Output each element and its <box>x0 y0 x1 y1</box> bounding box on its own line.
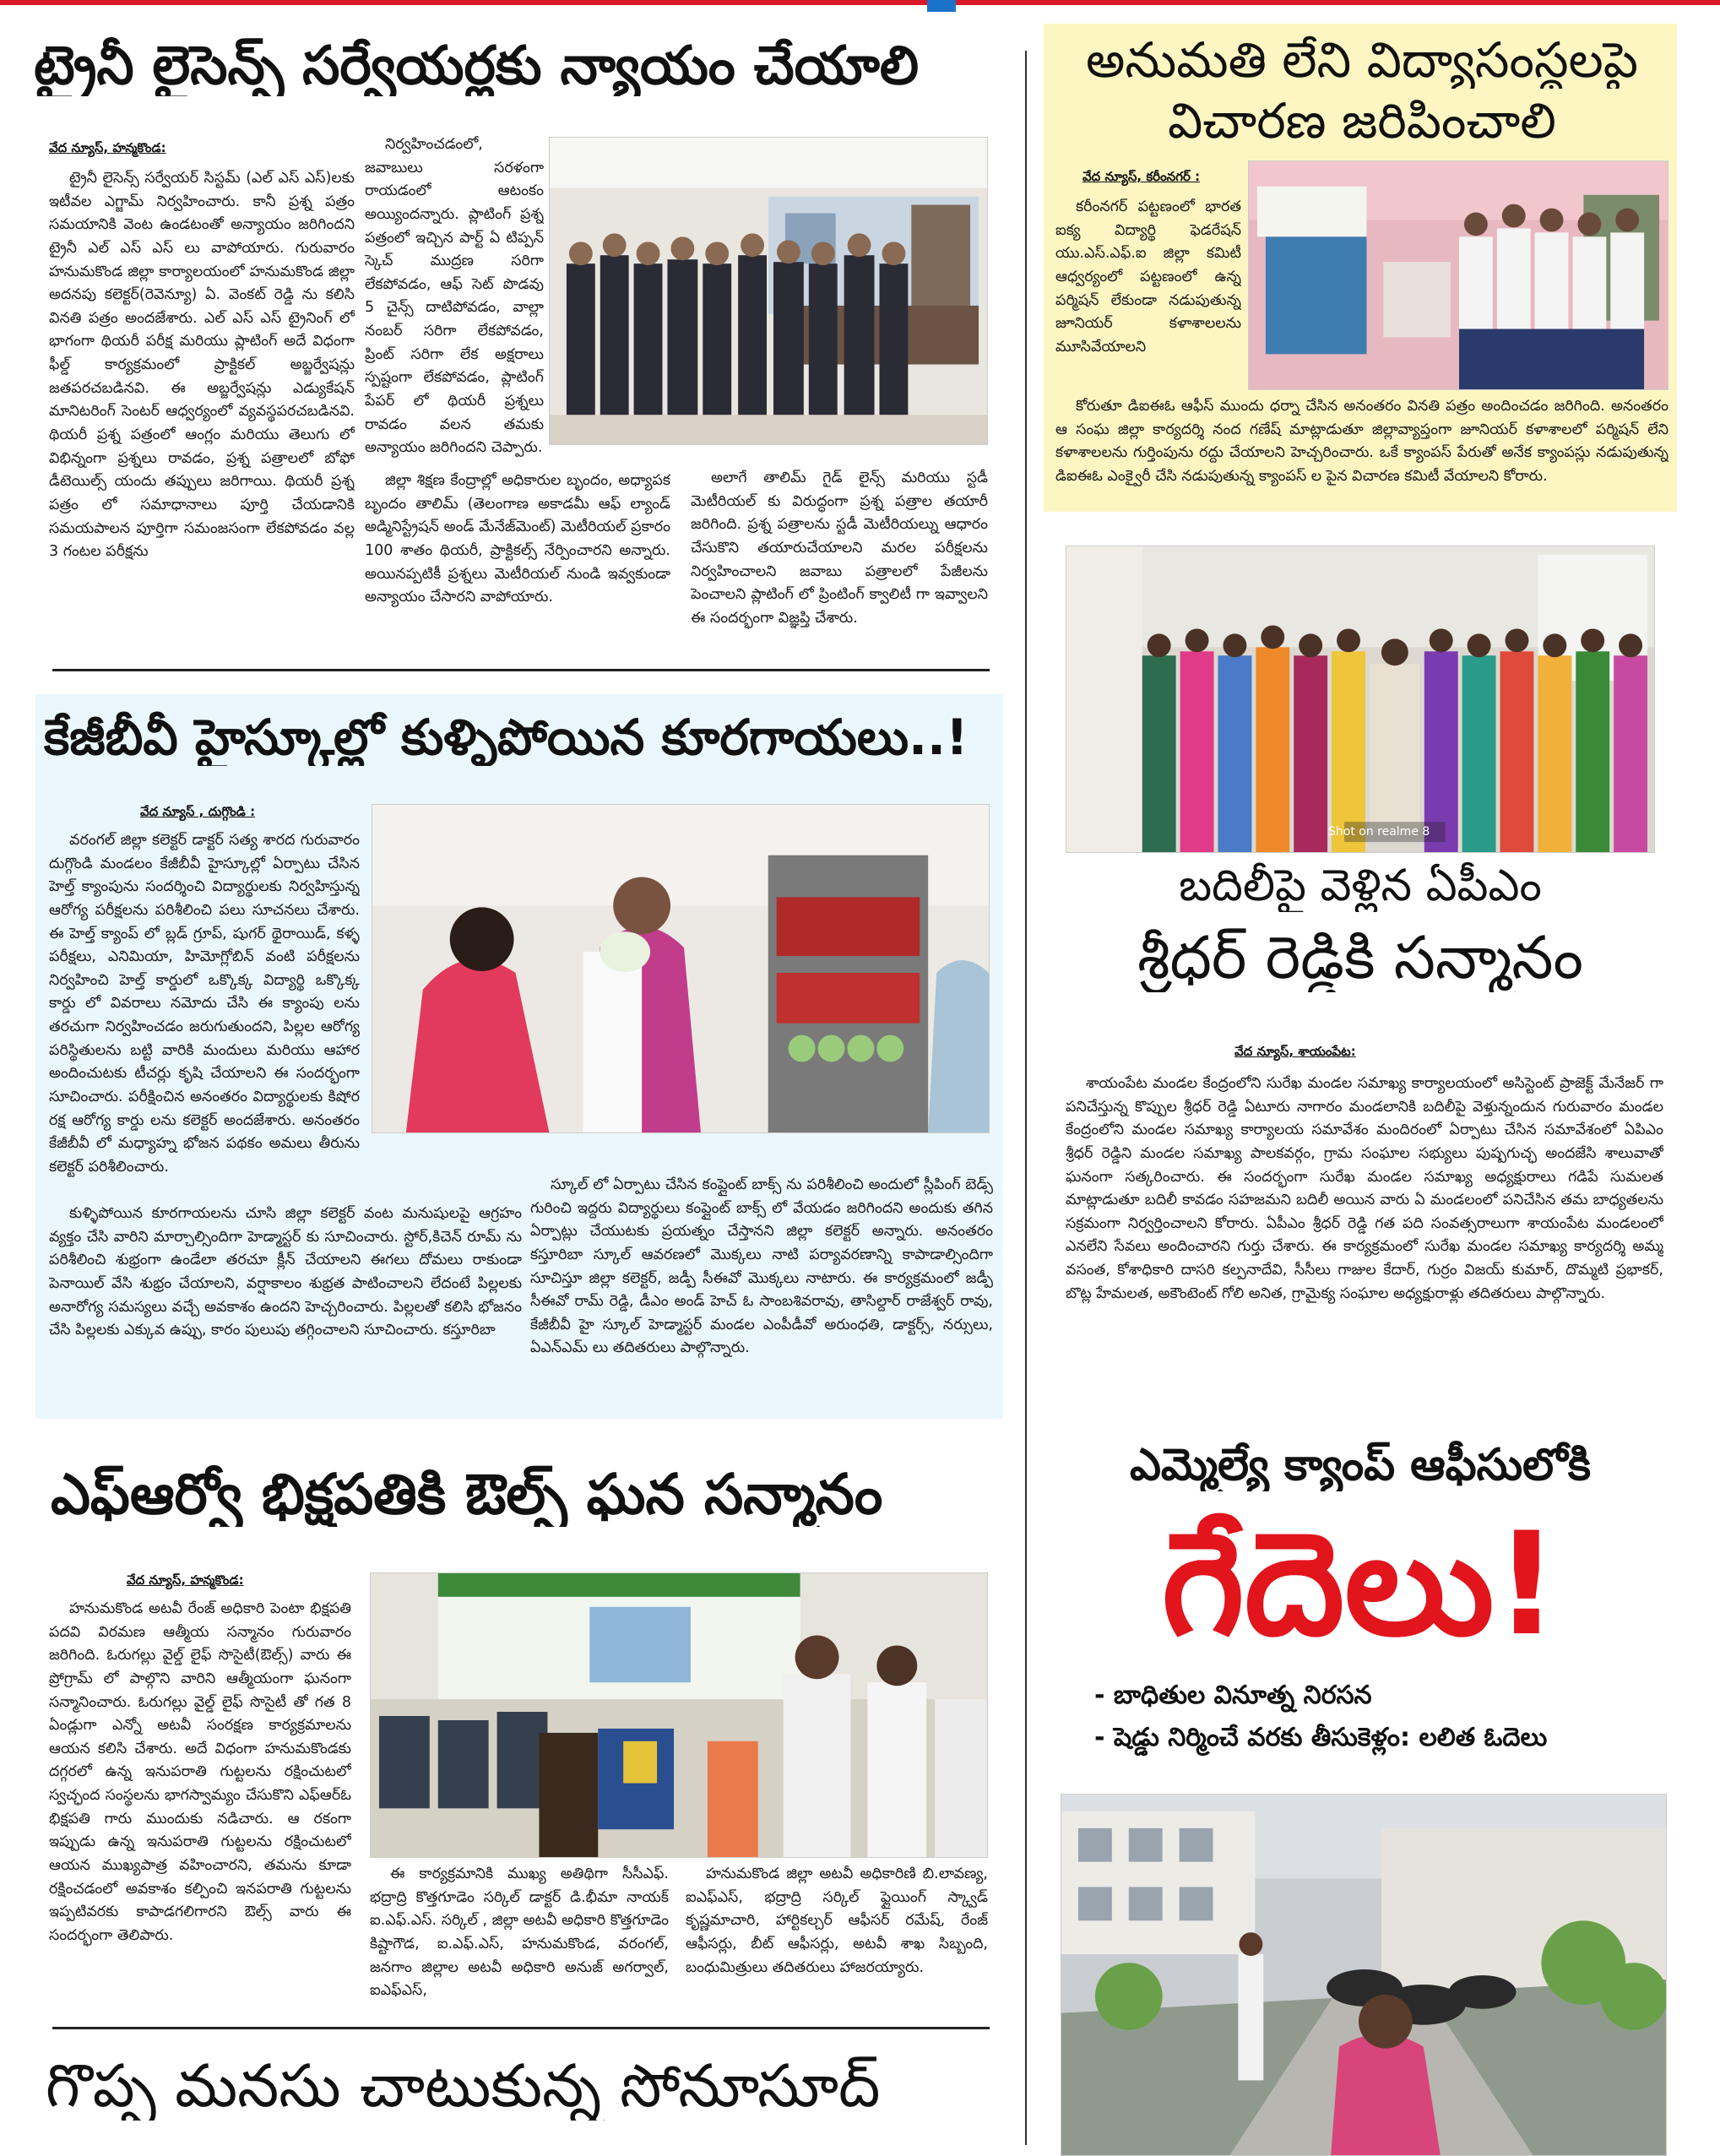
photo-fro-felicitation <box>370 1572 988 1858</box>
headline-institutions-line1: అనుమతి లేని విద్యాసంస్థలపై <box>1086 32 1638 89</box>
surveyors-col-1: ట్రైనీ లైసెన్స్ సర్వేయర్ సిస్టమ్ (ఎల్ ఎస్ ఎస్)లకు ఇటీవల ఎగ్జామ్ నిర్వహించారు. కానీ ప్రశ్న పత్రం సమయానికి వెంట ఉండటంతో అన్యాయం జరిగిందని ట్రైనీ ఎల్ ఎస్ ఎస్ లు వాపోయారు. గురువారం హనుమకొండ జిల్లా కార్యాలయంలో హనుమకొండ జిల్లా అదనపు కలెక్టర్(రెవెన్యూ) ఏ. వెంకట్ రెడ్డి ను కలిసి వినతి పత్రం అందజేశారు. ఎల్ ఎస్ ఎస్ ట్రైనింగ్ లో భాగంగా థియరీ పరీక్ష మరియు ప్లాటింగ్ అదే విధంగా ఫీల్డ్ కార్యక్రమంలో ప్రాక్టికల్ అబ్జర్వేషన్లు జతపరచబడినవి. ఈ అబ్జర్వేషన్లు ఎడ్యుకేషన్ మానిటరింగ్ సెంటర్ ఆధ్వర్యంలో వ్యవస్థపరచబడినవి. థియరీ ప్రశ్న పత్రంలో ఆంగ్లం మరియు తెలుగు లో విభిన్నంగా ప్రశ్నలు రావడం, ప్రశ్న పత్రాలలో బోఫో డీటెయిల్స్ యందు తప్పులు జరిగాయి. థియరీ ప్రశ్న పత్రం లో సమాధానాలు పూర్తి చేయడానికి సమయపాలన పూర్తిగా సమంజసంగా లేకపోవడం వల్ల 3 గంటల పరీక్షను <box>49 170 355 561</box>
headline-institutions-line2: విచారణ జరిపించాలి <box>1168 93 1556 149</box>
headline-apm-line2: శ్రీధర్ రెడ్డికి సన్మానం <box>1137 924 1584 992</box>
mla-bullet-2: - షెడ్డు నిర్మించే వరకు తీసుకెళ్లం: లలిత ఓదెలు <box>1094 1723 1548 1752</box>
divider-fro <box>52 2027 990 2029</box>
byline-institutions: వేద న్యూస్, కరీంనగర్ : <box>1082 169 1201 184</box>
mla-bullet-1: - బాధితుల వినూత్న నిరసన <box>1094 1681 1372 1710</box>
apm-photo-art <box>1066 546 1654 852</box>
byline-surveyors: వేద న్యూస్, హన్మకొండ: <box>49 140 166 155</box>
photo-apm-group <box>1066 546 1655 853</box>
photo-watermark: Shot on realme 8 <box>1328 825 1430 839</box>
photo-kgbv-inspection <box>372 804 990 1133</box>
institutions-photo-art <box>1249 161 1668 389</box>
byline-kgbv: వేద న్యూస్ , దుగ్గొండి : <box>140 804 256 819</box>
headline-apm-line1: బదిలీపై వెళ్లిన ఏపీఎం <box>1179 861 1542 911</box>
headline-surveyors: ట్రైనీ లైసెన్స్ సర్వేయర్లకు న్యాయం చేయాలి <box>34 35 920 96</box>
byline-apm: వేద న్యూస్, శాయంపేట: <box>1234 1044 1356 1059</box>
divider-surveyors <box>52 669 990 671</box>
buffaloes-photo-art <box>1061 1795 1666 2155</box>
surveyors-photo-art <box>550 138 987 444</box>
apm-col: శాయంపేట మండల కేంద్రంలోని సురేఖ మండల సమాఖ్య కార్యాలయంలో అసిస్టెంట్ ప్రాజెక్ట్ మేనేజర్ గా పనిచేస్తున్న కొప్పుల శ్రీధర్ రెడ్డి ఏటూరు నాగారం మండలానికి బదిలీపై వెళ్తున్నందున గురువారం మండల కేంద్రంలోని మండల సమాఖ్య కార్యాలయ సమావేశం మందిరంలో ఏర్పాటు చేసిన సమావేశంలో ఏపిఎం శ్రీధర్ రెడ్డిని మండల సమాఖ్య పాలకవర్గం, గ్రామ సంఘాల సభ్యులు పుష్పగుచ్ఛ అందజేసి శాలువాతో ఘనంగా సత్కరించారు. ఈ సందర్భంగా సురేఖ మండల సమాఖ్య అధ్యక్షురాలు గడిపే సుమలత మాట్లాడుతూ బదిలీ కావడం సహజమని బదిలీ అయిన వారు ఏ మండలంలో పనిచేసిన తమ బాధ్యతలను సక్రమంగా నిర్వర్తించాలని కోరారు. ఏపీఎం శ్రీధర్ రెడ్డి గత పది సంవత్సరాలుగా శాయంపేట మండలంలో ఎనలేని సేవలు అందించారని గుర్తు చేశారు. ఈ కార్యక్రమంలో సురేఖ మండల సమాఖ్య కార్యదర్శి అమ్మ వసంత, కోశాధికారి దాసరి కల్పనాదేవి, సీసీలు గాజుల కేదార్, గుర్రం విజయ్ కుమార్, దొమ్మటి ప్రభాకర్, బొట్ల హేమలత, అకౌంటెంట్ గోలి అనిత, గ్రామైక్య సంఘాల అధ్యక్షురాళ్లు తదితరులు పాల్గొన్నారు. <box>1066 1075 1663 1302</box>
photo-surveyors-group <box>549 137 988 445</box>
kgbv-col-1b: కుళ్ళిపోయిన కూరగాయలను చూసి జిల్లా కలెక్టర్ వంట మనుషులపై ఆగ్రహం వ్యక్తం చేసి వారిని మార్చాల్సిందిగా హెడ్మాస్టర్ కు సూచించారు. స్టోర్,కిచెన్ రూమ్ ను పరిశీలించి శుభ్రంగా ఉండేలా తరచూ క్లీన్ చేయాలని ఈగలు దోమలు రాకుండా పెనాయిల్ వేసి శుభ్రం చేయాలని, వర్షాకాలం శుభ్రత పాటించాలని లేదంటే పిల్లలకు అనారోగ్య సమస్యలు వచ్చే అవకాశం ఉందని హెచ్చరించారు. పిల్లలతో కలిసి భోజనం చేసి పిల్లలకు ఎక్కువ ఉప్పు, కారం పులుపు తగ్గించాలని సూచించారు. కస్తూరిబా <box>49 1205 522 1339</box>
kgbv-col-2: స్కూల్ లో ఏర్పాటు చేసిన కంప్లైంట్ బాక్స్ ను పరిశీలించి అందులో స్లీపింగ్ బెడ్స్ గురించి ఇద్దరు విద్యార్థులు కంప్లైంట్ బాక్స్ లో వేయడం జరిగిందని అందుకు తగిన ఏర్పాట్లు చేయుటకు ప్రయత్నం చేస్తానని జిల్లా కలెక్టర్ అన్నారు. అనంతరం కస్తూరిబా స్కూల్ ఆవరణలో మొక్కలు నాటి పర్యావరణాన్ని కాపాడాల్సిందిగా సూచిస్తూ జిల్లా కలెక్టర్, జడ్పీ సీఈవో మొక్కలు నాటారు. ఈ కార్యక్రమంలో జడ్పీ సీఈవో రామ్ రెడ్డి, డీఎం అండ్ హెచ్ ఓ సాంబశివరావు, తాసిల్దార్ రాజేశ్వర్ రావు, కేజీబీవీ హై స్కూల్ హెడ్మాస్టర్ మండల ఎంపీడీవో అరుంధతి, డాక్టర్స్, నర్సులు, ఏఎన్ఎమ్ లు తదితరులు పాల్గొన్నారు. <box>530 1176 993 1357</box>
fro-col-3: హనుమకొండ జిల్లా అటవీ అధికారిణి బి.లావణ్య, ఐఎఫ్ఎస్, భద్రాద్రి సర్కిల్ ఫ్లైయింగ్ స్క్వాడ్ కృష్ణమాచారి, హార్టికల్చర్ ఆఫీసర్ రమేష్, రేంజ్ ఆఫీసర్లు, బీట్ ఆఫీసర్లు, అటవీ శాఖ సిబ్బంది, బంధుమిత్రులు తదితరులు హాజరయ్యారు. <box>686 1865 988 1976</box>
fro-col-2: ఈ కార్యక్రమానికి ముఖ్య అతిథిగా సీసీఎఫ్. భద్రాద్రి కొత్తగూడెం సర్కిల్ డాక్టర్ డి.భీమా నాయక్ ఐ.ఎఫ్.ఎస్. సర్కిల్ , జిల్లా అటవీ అధికారి కొత్తగూడెం కిష్టాగౌడ, ఐ.ఎఫ్.ఎస్, హనుమకొండ, వరంగల్, జనగాం జిల్లాల అటవీ అధికారి అనుజ్ అగర్వాల్, ఐఎఫ్ఎస్, <box>370 1865 669 2000</box>
institutions-col-narrow: కరీంనగర్ పట్టణంలో భారత ఐక్య విద్యార్థి ఫెడరేషన్ యు.ఎస్.ఎఫ్.ఐ జిల్లా కమిటీ ఆధ్వర్యంలో పట్టణంలో ఉన్న పర్మిషన్ లేకుండా నడుపుతున్న జూనియర్ కళాశాలలను మూసివేయాలని <box>1055 198 1241 356</box>
fro-photo-art <box>371 1573 987 1857</box>
byline-fro: వేద న్యూస్, హన్మకొండ: <box>127 1572 244 1588</box>
headline-fro: ఎఫ్ఆర్వో భిక్షపతికి ఔల్స్ ఘన సన్మానం <box>51 1463 883 1527</box>
column-divider <box>1025 51 1027 2145</box>
photo-institutions-protest <box>1248 160 1668 390</box>
kgbv-photo-art <box>372 805 989 1132</box>
institutions-col-full: కోరుతూ డిఐఈఓ ఆఫీస్ ముందు ధర్నా చేసిన అనంతరం వినతి పత్రం అందించడం జరిగింది. అనంతరం ఆ సంఘ జిల్లా కార్యదర్శి నంద గణేష్ మాట్లాడుతూ జిల్లావ్యాప్తంగా జూనియర్ కళాశాలలో పర్మిషన్ లేని కళాశాలలను గుర్తింపును రద్దు చేయాలని హెచ్చరించారు. ఒకే క్యాంపస్ పేరుతో అనేక క్యాంపస్లు నడుపుతున్న డిఐఈఓ ఎంక్వైరీ చేసి నడుపుతున్న క్యాంపస్ ల పైన విచారణ కమిటీ వేయాలని కోరారు. <box>1055 398 1668 485</box>
photo-buffaloes-camp-office <box>1061 1794 1667 2156</box>
surveyors-col-2a: నిర్వహించడంలో, జవాబులు సరళంగా రాయడంలో ఆటంకం అయ్యిందన్నారు. ప్లాటింగ్ ప్రశ్న పత్రంలో ఇచ్చిన పార్ట్ ఏ టిప్పన్ స్కెచ్ ముద్రణ సరిగా లేకపోవడం, ఆఫ్ సెట్ పొడవు 5 చైన్స్ దాటిపోవడం, వాల్లా నంబర్ సరిగా లేకపోవడం, ప్రింట్ సరిగా లేక అక్షరాలు స్పష్టంగా లేకపోవడం, ప్లాటింగ్ పేపర్ లో థియరీ ప్రశ్నలు రావడం వలన తమకు అన్యాయం జరిగిందని చెప్పారు. <box>365 136 544 457</box>
headline-kgbv: కేజీబీవీ హైస్కూల్లో కుళ్ళిపోయిన కూరగాయలు..! <box>44 709 969 766</box>
surveyors-col-2b: జిల్లా శిక్షణ కేంద్రాల్లో అధికారుల బృందం, అధ్యాపక బృందం తాలిమ్ (తెలంగాణ అకాడమీ ఆఫ్ ల్యాండ్ అడ్మినిస్ట్రేషన్ అండ్ మేనేజ్‌మెంట్) మెటీరియల్ ప్రకారం 100 శాతం థియరీ, ప్రాక్టికల్స్ నేర్పించారని అన్నారు. అయినప్పటికీ ప్రశ్నలు మెటీరియల్ నుండి ఇవ్వకుండా అన్యాయం చేసారని వాపోయారు. <box>365 472 670 606</box>
kgbv-col-1: వరంగల్ జిల్లా కలెక్టర్ డాక్టర్ సత్య శారద గురువారం దుగ్గొండి మండలం కేజీబీవీ హైస్కూల్లో ఏర్పాటు చేసిన హెల్త్ క్యాంపును సందర్శించి విద్యార్థులకు నిర్వహిస్తున్న ఆరోగ్య పరీక్షలను పరిశీలించి పలు సూచనలు చేశారు. ఈ హెల్త్ క్యాంప్ లో బ్లడ్ గ్రూప్, షుగర్ థైరాయిడ్, కళ్ళ పరీక్షలు, ఎనిమియా, హిమోగ్లోబిన్ వంటి పరీక్షలను నిర్వహించి హెల్త్ కార్డులో ఒక్కొక్క విద్యార్థి ఒక్కొక్క కార్డు లో వివరాలు నమోదు చేసి ఈ క్యాంపు లను తరచుగా నిర్వహించడం జరుగుతుందని, పిల్లల ఆరోగ్య పరిస్థితులను బట్టి వారికి మందులు మరియు ఆహార అందించుటకు టీచర్లు కృషి చేయాలని ఈ సందర్భంగా సూచించారు. పరీక్షించిన అనంతరం విద్యార్థులకు కిషోర రక్ష ఆరోగ్య కార్డు లను కలెక్టర్ అందజేశారు. అనంతరం కేజీబీవీ లో మధ్యాహ్న భోజన పథకం అమలు తీరును కలెక్టర్ పరిశీలించారు. <box>49 832 360 1176</box>
top-color-bar <box>0 0 1720 5</box>
fro-col-1: హనుమకొండ అటవీ రేంజ్ అధికారి పెంటా భిక్షపతి పదవి విరమణ ఆత్మీయ సన్మానం గురువారం జరిగింది. ఓరుగల్లు వైల్డ్ లైఫ్ సొసైటీ(ఔల్స్) వారు ఈ ప్రోగ్రామ్ లో పాల్గొని వారిని ఆత్మీయంగా ఘనంగా సన్మానించారు. ఓరుగల్లు వైల్డ్ లైఫ్ సొసైటీ తో గత 8 ఏండ్లుగా ఎన్నో అటవీ సంరక్షణ కార్యక్రమాలను ఆయన కలిసి చేశారు. అదే విధంగా హనుమకొండకు దగ్గరలో ఉన్న ఇనుపరాతి గుట్టలను రక్షించుటలో స్వచ్ఛంద సంస్థలను భాగస్వామ్యం చేసుకొని ఎఫ్ఆర్ఓ భిక్షపతి గారు ముందుకు నడిచారు. ఆ రకంగా ఇప్పుడు ఉన్న ఇనుపరాతి గుట్టలను రక్షించుటలో ఆయన ముఖ్యపాత్ర వహించారని, తమను కూడా రక్షించడంలో అవకాశం కల్పించి ఇనపరాతి గుట్టలను ఇప్పటివరకు కాపాడగలిగారని ఔల్స్ వారు ఈ సందర్భంగా తెలిపారు. <box>49 1600 351 1944</box>
headline-sonu-sood: గొప్ప మనసు చాటుకున్న సోనూసూద్ <box>46 2052 881 2121</box>
headline-mla-big: గేదెలు! <box>1161 1502 1560 1667</box>
surveyors-col-3: అలాగే తాలిమ్ గైడ్ లైన్స్ మరియు స్టడీ మెటీరియల్ కు విరుద్ధంగా ప్రశ్న పత్రాల తయారీ జరిగింది. ప్రశ్న పత్రాలను స్టడీ మెటీరియల్ను ఆధారం చేసుకొని తయారుచేయాలని మరల పరీక్షలను నిర్వహించాలని జవాబు పత్రాలలో పేజీలను పెంచాలని ప్లాటింగ్ లో ప్రింటింగ్ క్వాలిటీ గా ఇవ్వాలని ఈ సందర్భంగా విజ్ఞప్తి చేశారు. <box>691 470 988 627</box>
headline-mla-top: ఎమ్మెల్యే క్యాంప్ ఆఫీసులోకి <box>1129 1441 1592 1491</box>
page-marker <box>927 0 956 12</box>
